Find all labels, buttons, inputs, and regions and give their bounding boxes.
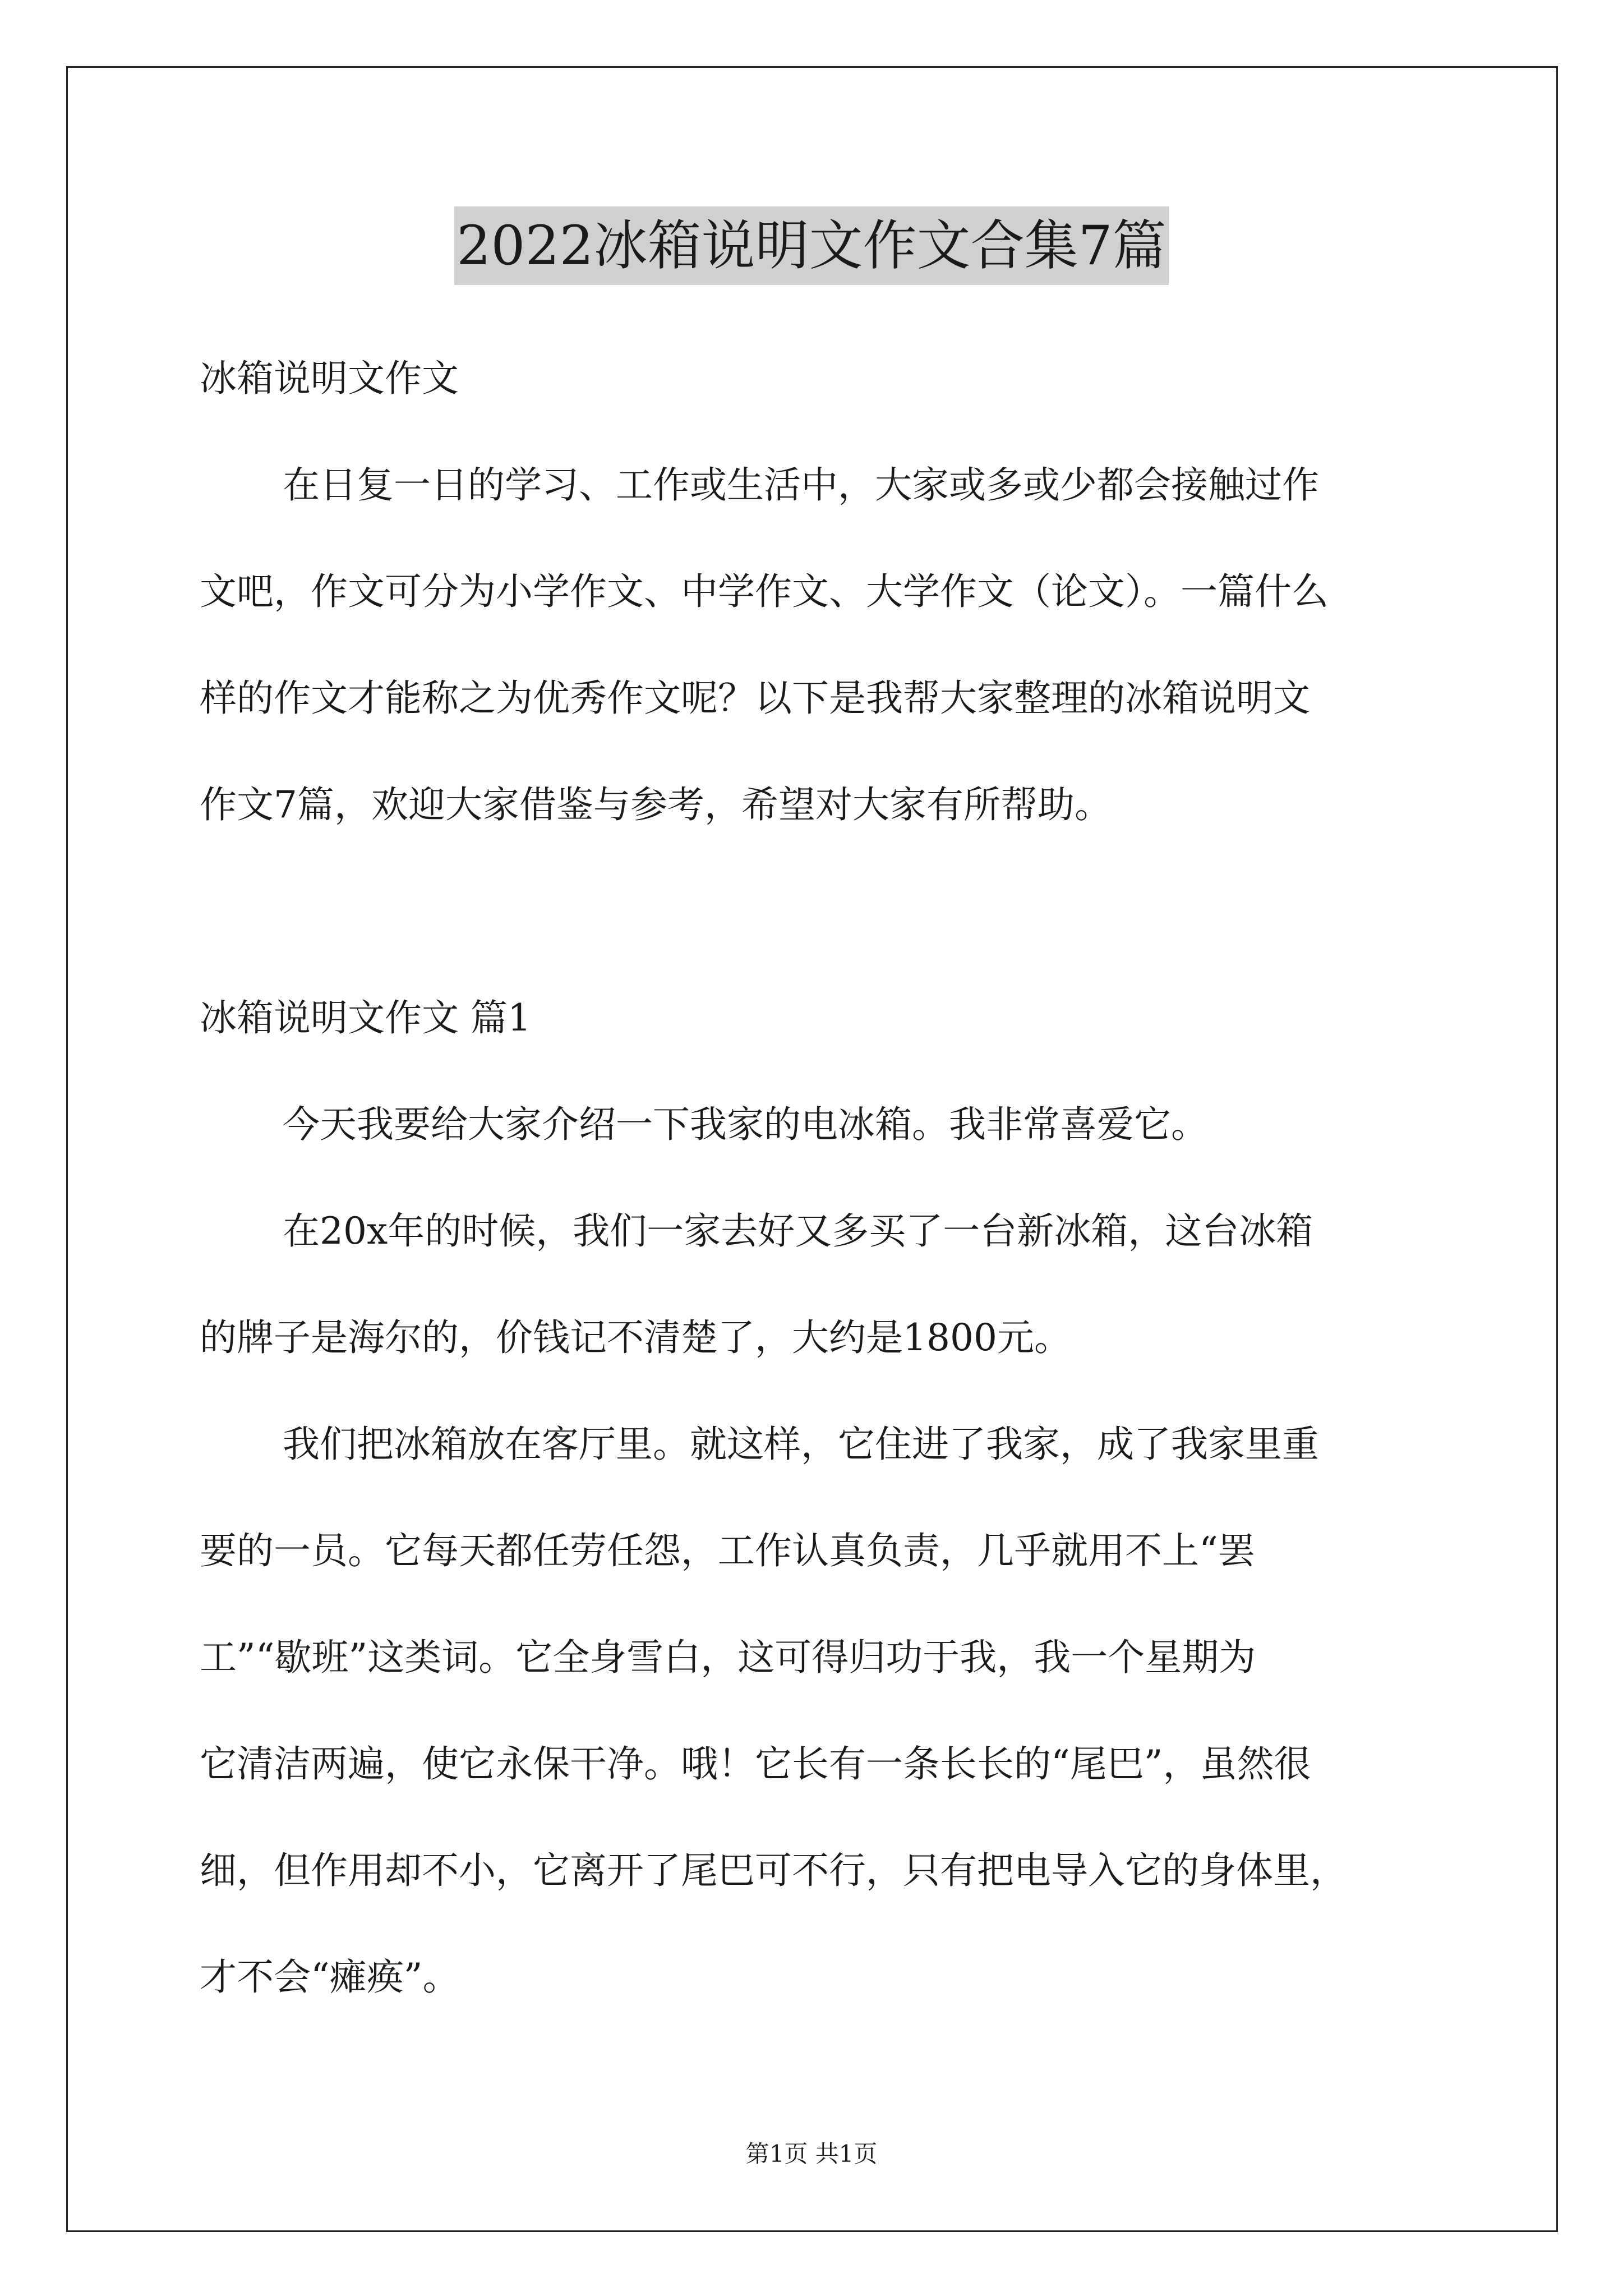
page-footer <box>0 2137 1623 2171</box>
paragraph-line: 我们把冰箱放在客厅里。就这样，它住进了我家，成了我家里重 <box>283 1423 1319 1466</box>
paragraph-line: 文吧，作文可分为小学作文、中学作文、大学作文（论文）。一篇什么 <box>200 570 1329 613</box>
paragraph-line: 今天我要给大家介绍一下我家的电冰箱。我非常喜爱它。 <box>283 1103 1208 1146</box>
paragraph-line: 在日复一日的学习、工作或生活中，大家或多或少都会接触过作 <box>283 463 1319 507</box>
paragraph-line: 才不会“瘫痪”。 <box>200 1955 460 1999</box>
paragraph-line: 工”“歇班”这类词。它全身雪白，这可得归功于我，我一个星期为 <box>200 1636 1256 1679</box>
page-number: 第1页 共1页 <box>745 2140 878 2168</box>
paragraph-line: 细，但作用却不小，它离开了尾巴可不行，只有把电导入它的身体里， <box>200 1849 1347 1892</box>
title-container <box>0 206 1623 285</box>
paragraph-line: 要的一员。它每天都任劳任怨，工作认真负责，几乎就用不上“罢 <box>200 1529 1255 1572</box>
paragraph-line: 作文7篇，欢迎大家借鉴与参考，希望对大家有所帮助。 <box>200 783 1112 826</box>
paragraph-line: 它清洁两遍，使它永保干净。哦！它长有一条长长的“尾巴”，虽然很 <box>200 1742 1311 1786</box>
intro-heading: 冰箱说明文作文 <box>200 357 459 400</box>
section-heading: 冰箱说明文作文 篇1 <box>200 996 531 1039</box>
paragraph-line: 在20x年的时候，我们一家去好又多买了一台新冰箱，这台冰箱 <box>283 1209 1313 1253</box>
paragraph-line: 样的作文才能称之为优秀作文呢？以下是我帮大家整理的冰箱说明文 <box>200 677 1310 720</box>
document-title: 2022冰箱说明文作文合集7篇 <box>454 206 1168 285</box>
paragraph-line: 的牌子是海尔的，价钱记不清楚了，大约是1800元。 <box>200 1316 1071 1359</box>
